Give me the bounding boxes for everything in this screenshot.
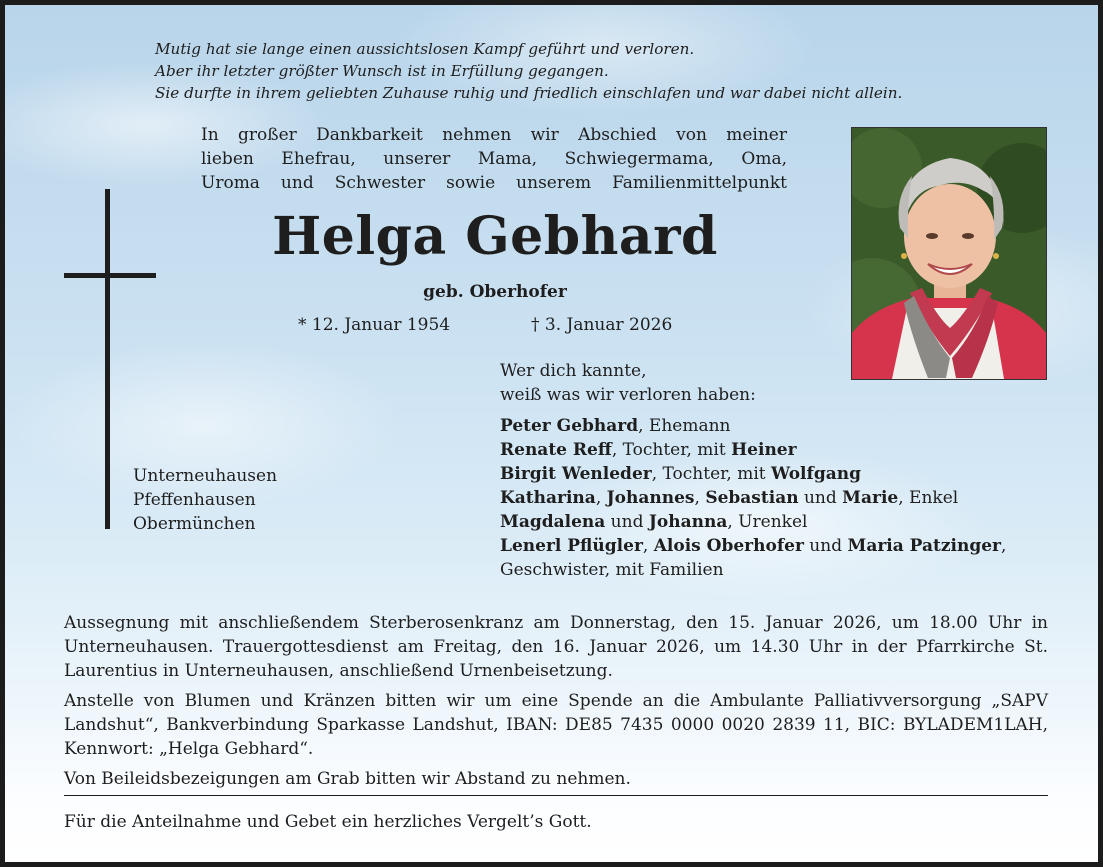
quote-line: Mutig hat sie lange einen aussichtslosen Kampf geführt und verloren.: [155, 40, 695, 58]
family-member-relation: , Tochter, mit: [651, 464, 772, 484]
quote-line: Sie durfte in ihrem geliebten Zuhause ruhig und friedlich einschlafen und war dabei nicht allein.: [155, 84, 903, 102]
service-details: Aussegnung mit anschließendem Sterberosenkranz am Donnerstag, den 15. Januar 2026, um 18.00 Uhr in Unterneuhausen. Trauergottesdienst am Freitag, den 16. Januar 2026, um 14.30 Uhr in der Pfarrkirche St. Laurentius in Unterneuhausen, anschließend Urnenbeisetzung.: [64, 613, 1048, 681]
birth-date: * 12. Januar 1954: [298, 315, 451, 335]
family-member-name: Katharina: [500, 488, 596, 508]
quote-line: Aber ihr letzter größter Wunsch ist in Erfüllung gegangen.: [155, 62, 609, 80]
quote-block: [155, 38, 1055, 104]
family-member-name: Heiner: [731, 440, 797, 460]
family-member-name: Renate Reff: [500, 440, 612, 460]
condolence-note: Von Beileidsbezeigungen am Grab bitten wir Abstand zu nehmen.: [64, 769, 631, 789]
family-member-name: Maria Patzinger: [847, 536, 1002, 556]
family-member-name: Sebastian: [705, 488, 799, 508]
family-member-name: Peter Gebhard: [500, 416, 639, 436]
family-member-relation: Geschwister, mit Familien: [500, 560, 724, 580]
place-item: Pfeffenhausen: [133, 490, 256, 510]
family-member-relation: ,: [595, 488, 607, 508]
family-member-relation: und: [605, 512, 649, 532]
family-member-line: [500, 462, 1060, 486]
family-member-relation: ,: [694, 488, 706, 508]
deceased-name: Helga Gebhard: [272, 206, 718, 267]
family-list: [500, 414, 1060, 582]
divider: [64, 795, 1048, 796]
portrait-photo-graphic: [852, 128, 1046, 379]
mourning-phrase: [500, 359, 756, 407]
thanks-line: Für die Anteilnahme und Gebet ein herzliches Vergelt’s Gott.: [64, 812, 592, 832]
family-member-relation: , Enkel: [898, 488, 959, 508]
family-member-relation: und: [803, 536, 848, 556]
donation-request: Anstelle von Blumen und Kränzen bitten wir um eine Spende an die Ambulante Palliativversorgung „SAPV Landshut“, Bankverbindung Sparkasse Landshut, IBAN: DE85 7435 0000 0020 2839 11, BIC: BYLADEM1LAH, Kennwort: „Helga Gebhard“.: [64, 691, 1048, 759]
family-member-line: [500, 486, 1060, 510]
family-member-relation: , Urenkel: [727, 512, 808, 532]
birth-name: geb. Oberhofer: [423, 282, 567, 302]
family-member-name: Johanna: [648, 512, 728, 532]
places-list: [133, 464, 277, 536]
family-member-relation: , Tochter, mit: [611, 440, 732, 460]
family-member-relation: , Ehemann: [638, 416, 731, 436]
family-member-name: Marie: [842, 488, 899, 508]
family-member-line: [500, 414, 1060, 438]
family-member-line: [500, 510, 1060, 534]
family-member-line: [500, 558, 1060, 582]
cross-icon-horizontal: [64, 273, 156, 278]
family-member-name: Magdalena: [500, 512, 606, 532]
family-member-name: Wolfgang: [771, 464, 861, 484]
place-item: Unterneuhausen: [133, 466, 278, 486]
portrait-photo: [851, 127, 1047, 380]
family-member-name: Alois Oberhofer: [653, 536, 804, 556]
family-member-name: Johannes: [606, 488, 695, 508]
family-member-relation: ,: [642, 536, 654, 556]
intro-line: Uroma und Schwester sowie unserem Familienmittelpunkt: [201, 173, 787, 193]
family-member-name: Birgit Wenleder: [500, 464, 652, 484]
family-member-relation: und: [798, 488, 843, 508]
intro-text: [201, 123, 787, 195]
family-member-relation: ,: [1001, 536, 1007, 556]
place-item: Obermünchen: [133, 514, 256, 534]
family-member-name: Lenerl Pflügler: [500, 536, 643, 556]
intro-line: In großer Dankbarkeit nehmen wir Abschied von meiner: [201, 125, 787, 145]
family-member-line: [500, 438, 1060, 462]
mourning-line: weiß was wir verloren haben:: [500, 385, 756, 405]
mourning-line: Wer dich kannte,: [500, 361, 647, 381]
family-member-line: [500, 534, 1060, 558]
cross-icon-vertical: [105, 189, 110, 529]
intro-line: lieben Ehefrau, unserer Mama, Schwiegermama, Oma,: [201, 149, 787, 169]
death-date: † 3. Januar 2026: [531, 315, 673, 335]
